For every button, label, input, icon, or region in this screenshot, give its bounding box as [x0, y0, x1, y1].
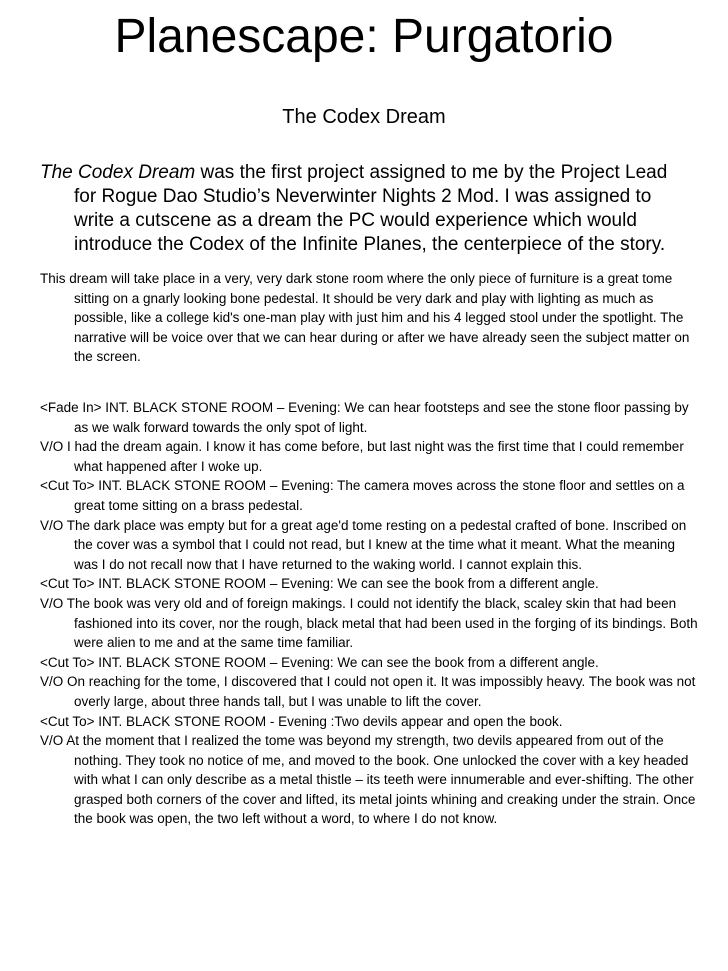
script-line: <Cut To> INT. BLACK STONE ROOM – Evening: We can see the book from a different angle.	[40, 654, 599, 670]
script-line: V/O On reaching for the tome, I discovered that I could not open it. It was impossibly heavy. The book was not overly large, about three hands tall, but I was unable to lift the cover.	[40, 674, 696, 709]
page-title: Planescape: Purgatorio	[114, 10, 614, 63]
intro-italic-lead: The Codex Dream	[40, 162, 196, 183]
description-text: This dream will take place in a very, very dark stone room where the only piece of furniture is a great tome sitting on a gnarly looking bone pedestal. It should be very dark and play with lighting as much as possible, like a college kid's one-man play with just him and his 4 legged stool under the spotlight. The narrative will be voice over that we can hear during or after we have already seen the subject matter on the screen.	[40, 271, 690, 365]
script-line: V/O At the moment that I realized the tome was beyond my strength, two devils appeared from out of the nothing. They took no notice of me, and moved to the book. One unlocked the cover with a key headed with what I can only describe as a metal thistle – its teeth were innumerable and ever-shifting. The other grasped both corners of the cover and lifted, its metal joints whining and creaking under the strain. Once the book was open, the two left without a word, to where I do not know.	[40, 733, 696, 827]
intro-paragraph	[40, 161, 690, 257]
script-line: V/O I had the dream again. I know it has come before, but last night was the first time that I could remember what happened after I woke up.	[40, 439, 684, 474]
script-line: <Cut To> INT. BLACK STONE ROOM - Evening :Two devils appear and open the book.	[40, 713, 563, 729]
script-line: <Cut To> INT. BLACK STONE ROOM – Evening: We can see the book from a different angle.	[40, 576, 599, 592]
description-paragraph	[40, 269, 700, 367]
script-line: <Fade In> INT. BLACK STONE ROOM – Evening: We can hear footsteps and see the stone floor passing by as we walk forward towards the only spot of light.	[40, 400, 689, 435]
page-subtitle: The Codex Dream	[282, 106, 446, 128]
script-section	[40, 398, 700, 829]
script-line: <Cut To> INT. BLACK STONE ROOM – Evening: The camera moves across the stone floor and settles on a great tome sitting on a brass pedestal.	[40, 478, 685, 513]
intro-text: was the first project assigned to me by the Project Lead for Rogue Dao Studio’s Neverwinter Nights 2 Mod. I was assigned to write a cutscene as a dream the PC would experience which would introduce the Codex of the Infinite Planes, the centerpiece of the story.	[74, 162, 668, 255]
script-line: V/O The dark place was empty but for a great age'd tome resting on a pedestal crafted of bone. Inscribed on the cover was a symbol that I could not read, but I knew at the time what it meant. What the meaning was I do not recall now that I have returned to the waking world. I cannot explain this.	[40, 517, 687, 572]
script-line: V/O The book was very old and of foreign makings. I could not identify the black, scaley skin that had been fashioned into its cover, nor the rough, black metal that had been used in the forging of its bindings. Both were alien to me and at the same time familiar.	[40, 595, 698, 651]
